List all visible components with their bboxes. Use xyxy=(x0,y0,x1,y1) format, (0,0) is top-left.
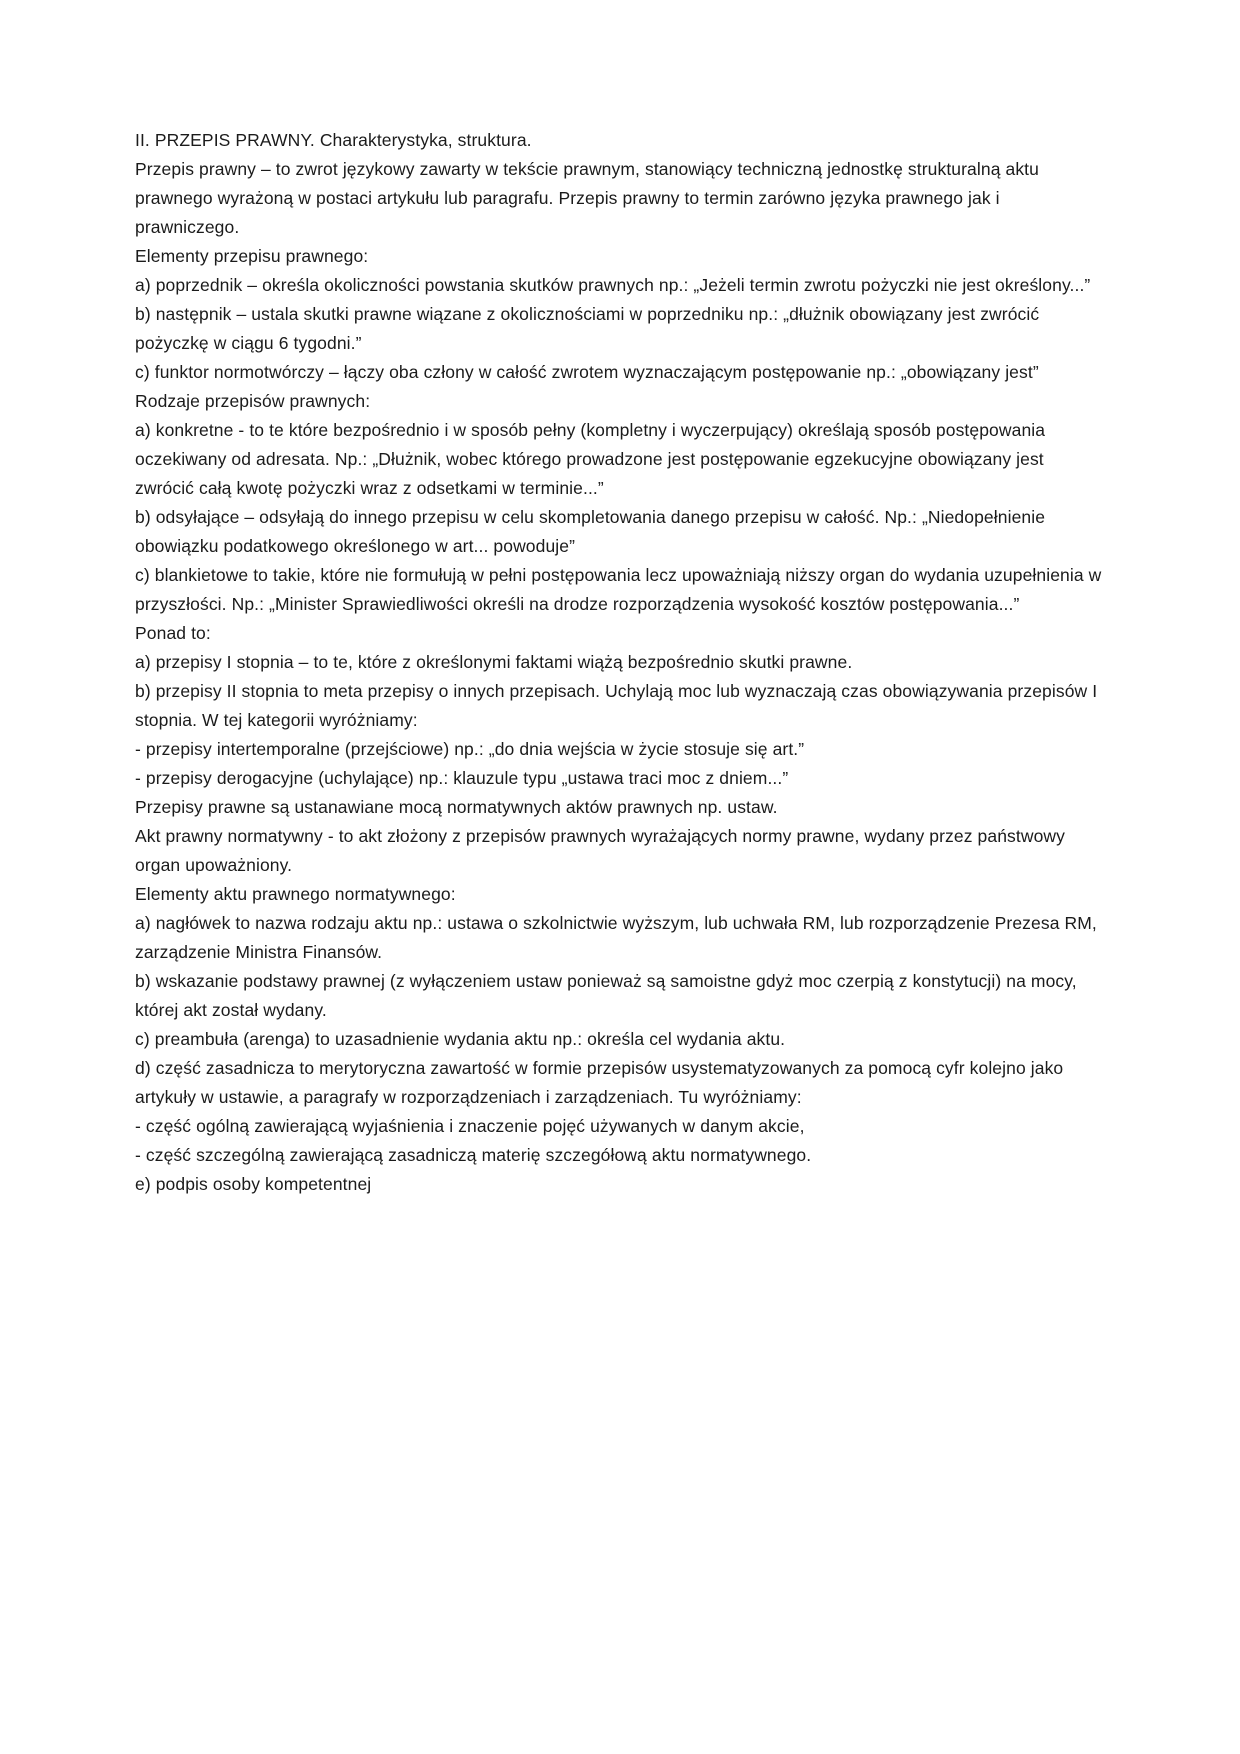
paragraph: - część szczególną zawierającą zasadniczą materię szczegółową aktu normatywnego. xyxy=(135,1145,812,1165)
paragraph: Elementy aktu prawnego normatywnego: xyxy=(135,884,456,904)
document-body xyxy=(135,126,1107,1199)
paragraph: Elementy przepisu prawnego: xyxy=(135,246,369,266)
paragraph: b) wskazanie podstawy prawnej (z wyłączeniem ustaw ponieważ są samoistne gdyż moc czerpią z konstytucji) na mocy, której akt został wydany. xyxy=(135,971,1082,1020)
paragraph: e) podpis osoby kompetentnej xyxy=(135,1174,372,1194)
paragraph: c) blankietowe to takie, które nie formułują w pełni postępowania lecz upoważniają niższy organ do wydania uzupełnienia w przyszłości. Np.: „Minister Sprawiedliwości określi na drodze rozporządzenia wysokość kosztów postępowania...” xyxy=(135,565,1107,614)
paragraph: Przepisy prawne są ustanawiane mocą normatywnych aktów prawnych np. ustaw. xyxy=(135,797,778,817)
paragraph: a) nagłówek to nazwa rodzaju aktu np.: ustawa o szkolnictwie wyższym, lub uchwała RM, lub rozporządzenie Prezesa RM, zarządzenie Ministra Finansów. xyxy=(135,913,1102,962)
paragraph: b) odsyłające – odsyłają do innego przepisu w celu skompletowania danego przepisu w całość. Np.: „Niedopełnienie obowiązku podatkowego określonego w art... powoduje” xyxy=(135,507,1051,556)
paragraph: c) funktor normotwórczy – łączy oba człony w całość zwrotem wyznaczającym postępowanie np.: „obowiązany jest” xyxy=(135,362,1039,382)
paragraph: a) konkretne - to te które bezpośrednio i w sposób pełny (kompletny i wyczerpujący) określają sposób postępowania oczekiwany od adresata. Np.: „Dłużnik, wobec którego prowadzone jest postępowanie egzekucyjne obowiązany jest zwrócić całą kwotę pożyczki wraz z odsetkami w terminie...” xyxy=(135,420,1051,498)
paragraph: b) następnik – ustala skutki prawne wiązane z okolicznościami w poprzedniku np.: „dłużnik obowiązany jest zwrócić pożyczkę w ciągu 6 tygodni.” xyxy=(135,304,1045,353)
paragraph: - część ogólną zawierającą wyjaśnienia i znaczenie pojęć używanych w danym akcie, xyxy=(135,1116,805,1136)
paragraph: b) przepisy II stopnia to meta przepisy o innych przepisach. Uchylają moc lub wyznaczają czas obowiązywania przepisów I stopnia. W tej kategorii wyróżniamy: xyxy=(135,681,1103,730)
document-title: II. PRZEPIS PRAWNY. Charakterystyka, struktura. xyxy=(135,130,532,150)
paragraph: - przepisy derogacyjne (uchylające) np.: klauzule typu „ustawa traci moc z dniem...” xyxy=(135,768,789,788)
paragraph: Rodzaje przepisów prawnych: xyxy=(135,391,371,411)
paragraph: Przepis prawny – to zwrot językowy zawarty w tekście prawnym, stanowiący techniczną jednostkę strukturalną aktu prawnego wyrażoną w postaci artykułu lub paragrafu. Przepis prawny to termin zarówno języka prawnego jak i prawniczego. xyxy=(135,159,1044,237)
paragraph: - przepisy intertemporalne (przejściowe) np.: „do dnia wejścia w życie stosuje się art.” xyxy=(135,739,805,759)
paragraph: Ponad to: xyxy=(135,623,211,643)
paragraph: a) przepisy I stopnia – to te, które z określonymi faktami wiążą bezpośrednio skutki prawne. xyxy=(135,652,853,672)
paragraph: Akt prawny normatywny - to akt złożony z przepisów prawnych wyrażających normy prawne, wydany przez państwowy organ upoważniony. xyxy=(135,826,1070,875)
paragraph: a) poprzednik – określa okoliczności powstania skutków prawnych np.: „Jeżeli termin zwrotu pożyczki nie jest określony...” xyxy=(135,275,1091,295)
paragraph: d) część zasadnicza to merytoryczna zawartość w formie przepisów usystematyzowanych za pomocą cyfr kolejno jako artykuły w ustawie, a paragrafy w rozporządzeniach i zarządzeniach. Tu wyróżniamy: xyxy=(135,1058,1069,1107)
paragraph: c) preambuła (arenga) to uzasadnienie wydania aktu np.: określa cel wydania aktu. xyxy=(135,1029,786,1049)
